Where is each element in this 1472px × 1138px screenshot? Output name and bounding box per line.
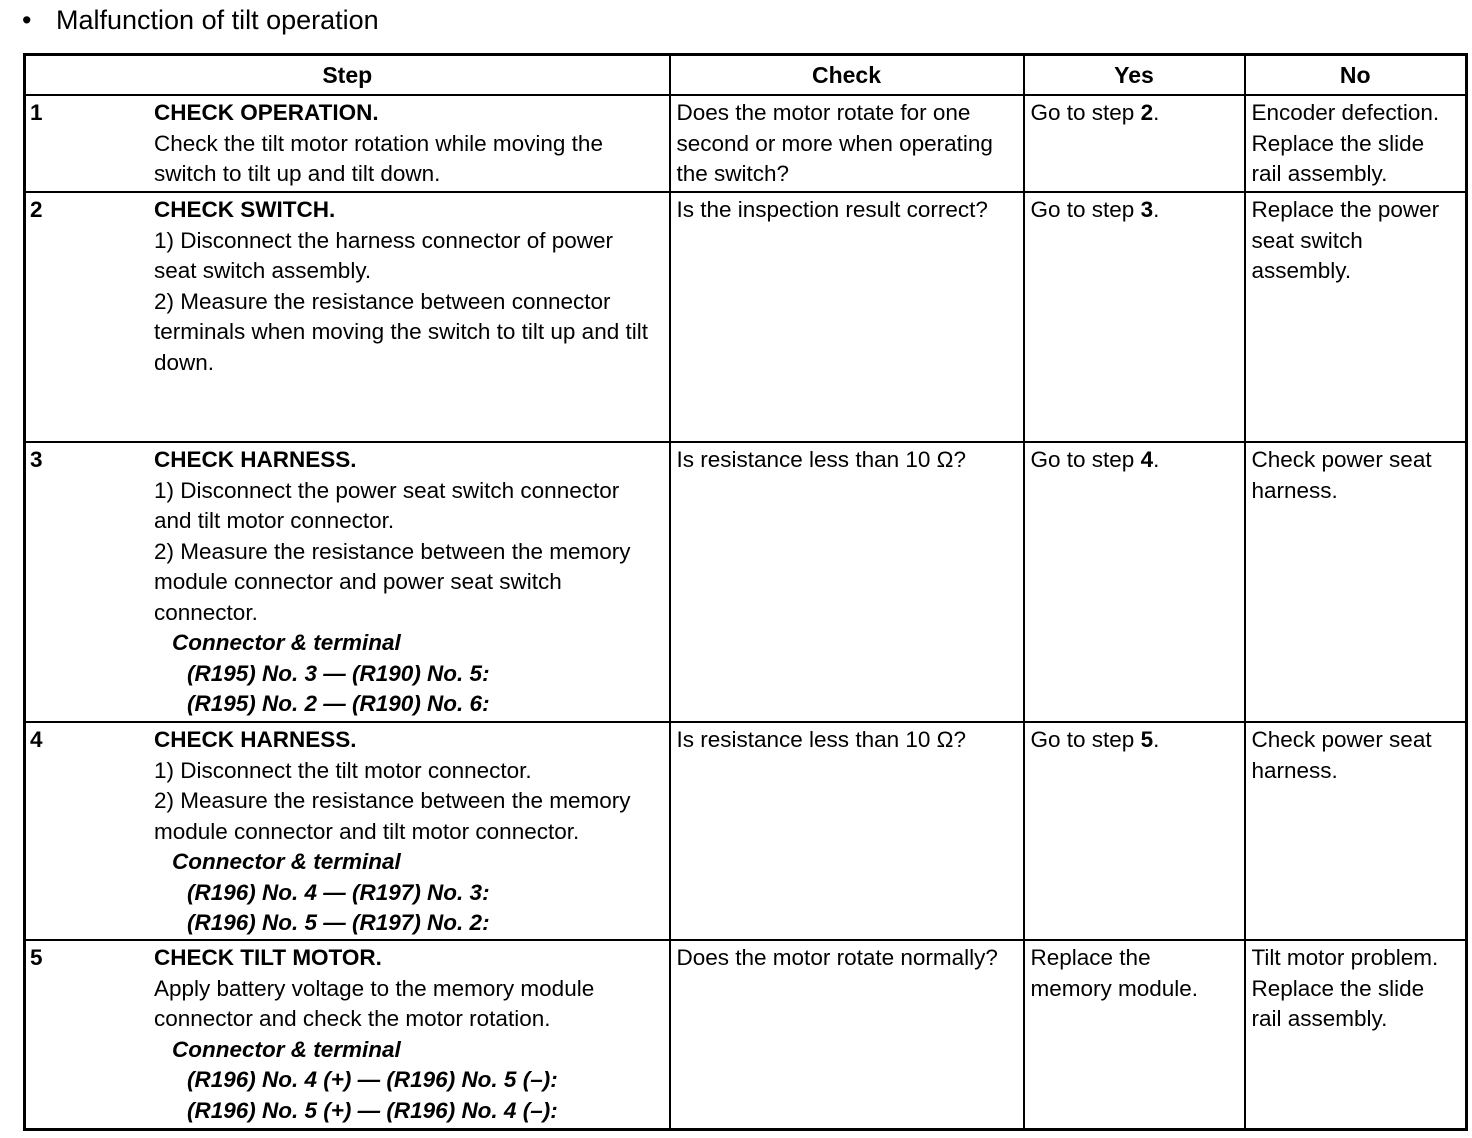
check-cell: Is resistance less than 10 Ω? <box>670 442 1024 722</box>
yes-cell: Go to step 4. <box>1024 442 1245 722</box>
connector-label: Connector & terminal <box>172 1036 401 1062</box>
step-number: 1 <box>30 100 43 125</box>
connector-terminal: (R195) No. 2 — (R190) No. 6: <box>187 691 490 716</box>
step-cell <box>25 442 670 722</box>
step-instruction: 1) Disconnect the harness connector of power seat switch assembly. <box>154 227 613 283</box>
table-row <box>25 722 1467 940</box>
step-instruction: 2) Measure the resistance between connector terminals when moving the switch to tilt up and tilt down. <box>154 288 648 375</box>
header-yes: Yes <box>1024 55 1245 96</box>
step-instruction: Check the tilt motor rotation while moving the switch to tilt up and tilt down. <box>154 130 603 186</box>
section-heading <box>22 4 379 36</box>
step-title: CHECK SWITCH. <box>154 197 336 222</box>
step-cell <box>25 940 670 1129</box>
step-instruction: 1) Disconnect the tilt motor connector. <box>154 757 532 783</box>
connector-label: Connector & terminal <box>172 849 401 874</box>
step-instruction: 2) Measure the resistance between the memory module connector and power seat switch connector. <box>154 538 631 625</box>
step-title: CHECK HARNESS. <box>154 727 357 752</box>
step-instruction: Apply battery voltage to the memory module connector and check the motor rotation. <box>154 975 595 1031</box>
header-no: No <box>1245 55 1467 96</box>
no-cell: Check power seat harness. <box>1245 442 1467 722</box>
header-step: Step <box>25 55 670 96</box>
header-check: Check <box>670 55 1024 96</box>
heading-text: Malfunction of tilt operation <box>56 5 379 35</box>
connector-label: Connector & terminal <box>172 630 401 655</box>
no-cell: Tilt motor problem. Replace the slide rail assembly. <box>1245 940 1467 1129</box>
connector-terminal: (R196) No. 5 (+) — (R196) No. 4 (–): <box>187 1097 558 1123</box>
step-title: CHECK HARNESS. <box>154 447 357 472</box>
troubleshooting-table <box>23 53 1468 1131</box>
step-cell <box>25 192 670 442</box>
connector-terminal: (R196) No. 4 — (R197) No. 3: <box>187 879 490 905</box>
connector-terminal: (R196) No. 4 (+) — (R196) No. 5 (–): <box>187 1067 558 1092</box>
step-number: 5 <box>30 945 43 970</box>
check-cell: Does the motor rotate normally? <box>670 940 1024 1129</box>
step-cell <box>25 722 670 940</box>
step-instruction: 2) Measure the resistance between the memory module connector and tilt motor connector. <box>154 788 631 844</box>
connector-terminal: (R195) No. 3 — (R190) No. 5: <box>187 660 490 686</box>
check-cell: Does the motor rotate for one second or more when operating the switch? <box>670 95 1024 192</box>
check-cell: Is the inspection result correct? <box>670 192 1024 442</box>
table-row <box>25 940 1467 1129</box>
check-cell: Is resistance less than 10 Ω? <box>670 722 1024 940</box>
yes-cell: Go to step 2. <box>1024 95 1245 192</box>
yes-cell: Go to step 3. <box>1024 192 1245 442</box>
step-instruction: 1) Disconnect the power seat switch connector and tilt motor connector. <box>154 477 620 533</box>
yes-cell: Replace the memory module. <box>1024 940 1245 1129</box>
step-number: 3 <box>30 447 43 472</box>
step-cell <box>25 95 670 192</box>
step-number: 2 <box>30 197 43 222</box>
no-cell: Check power seat harness. <box>1245 722 1467 940</box>
table-row <box>25 442 1467 722</box>
bullet-marker: • <box>22 5 32 35</box>
table-row <box>25 192 1467 442</box>
yes-cell: Go to step 5. <box>1024 722 1245 940</box>
table-header-row <box>25 55 1467 96</box>
connector-terminal: (R196) No. 5 — (R197) No. 2: <box>187 910 490 935</box>
step-title: CHECK OPERATION. <box>154 100 379 125</box>
no-cell: Encoder defection. Replace the slide rail assembly. <box>1245 95 1467 192</box>
step-number: 4 <box>30 727 43 752</box>
step-title: CHECK TILT MOTOR. <box>154 945 382 970</box>
no-cell: Replace the power seat switch assembly. <box>1245 192 1467 442</box>
table-row <box>25 95 1467 192</box>
